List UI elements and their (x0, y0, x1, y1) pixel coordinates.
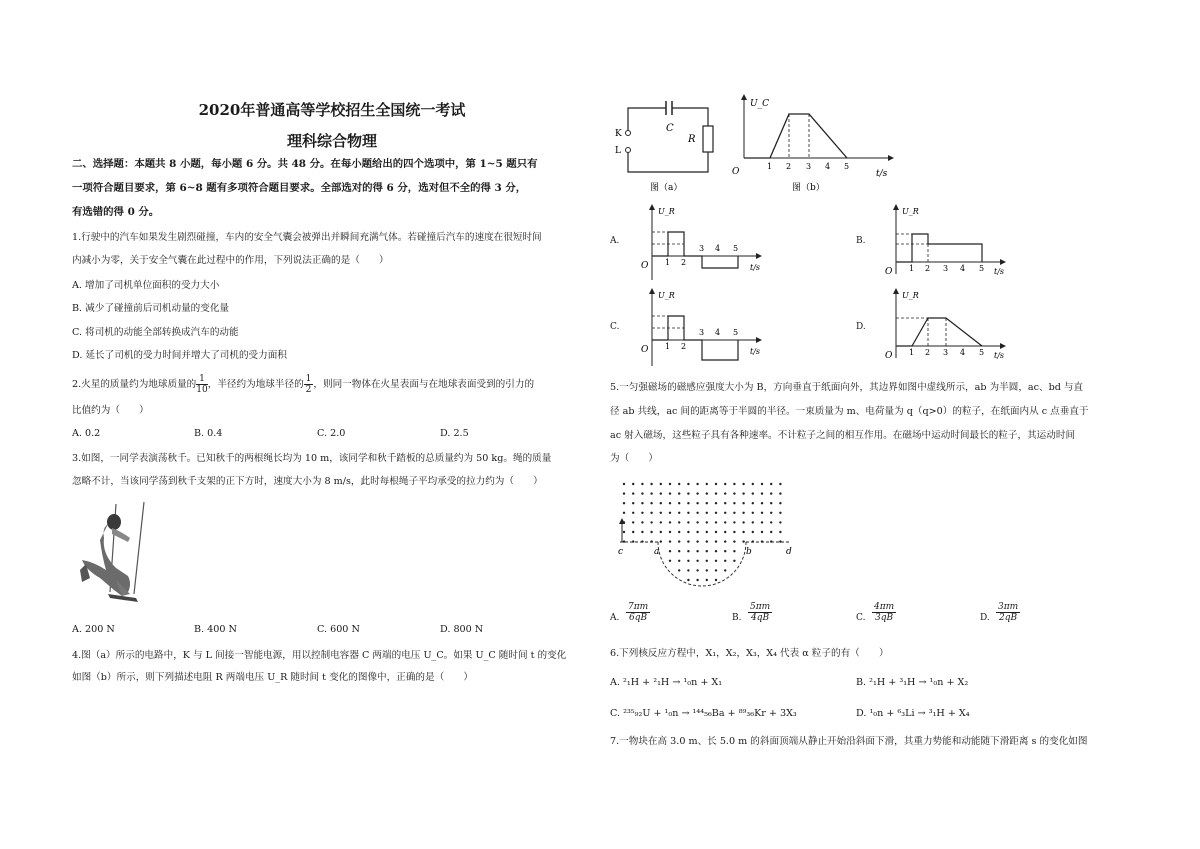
tick-label: 1 (909, 264, 915, 273)
field-dot (724, 540, 726, 542)
q3-option-a: A. 200 N (72, 624, 115, 635)
field-dot (678, 512, 680, 514)
q7-stem-line1: 7.一物块在高 3.0 m、长 5.0 m 的斜面顶端从静止开始沿斜面下滑，其重力势能和动能随下滑距离 s 的变化如图 (610, 736, 1088, 747)
field-dot (715, 512, 717, 514)
field-dot (733, 512, 735, 514)
field-dot (678, 521, 680, 523)
tick-label: 4 (960, 348, 966, 357)
field-dot (687, 502, 689, 504)
field-dot (761, 531, 763, 533)
q6-option-a: A. ²₁H + ²₁H → ¹₀n + X₁ (610, 677, 723, 688)
field-dot (724, 483, 726, 485)
q5-option-b-label: B. (732, 613, 742, 623)
field-dot (724, 550, 726, 552)
field-dot (733, 540, 735, 542)
field-dot (650, 521, 652, 523)
field-dot (650, 512, 652, 514)
figure-b-graph (730, 94, 900, 194)
field-dot (687, 540, 689, 542)
frac-numerator: 1 (196, 374, 207, 385)
field-dot (742, 531, 744, 533)
field-dot (696, 492, 698, 494)
resistor-label: R (688, 134, 696, 145)
q6-option-d: D. ¹₀n + ⁶₃Li → ³₁H + X₄ (856, 708, 970, 719)
field-dot (660, 483, 662, 485)
q2-option-c: C. 2.0 (317, 428, 346, 439)
tick-label: 3 (943, 264, 949, 273)
field-dot (706, 550, 708, 552)
field-dot (715, 521, 717, 523)
axis-t-label: t/s (750, 263, 761, 272)
tick-label: 1 (909, 348, 915, 357)
magnetic-field-figure (610, 476, 810, 588)
field-dot (678, 492, 680, 494)
q4-stem-line2: 如图（b）所示，则下列描述电阻 R 两端电压 U_R 随时间 t 变化的图像中，正确的是（ ） (72, 672, 473, 683)
field-dot (761, 502, 763, 504)
page-subtitle: 理科综合物理 (286, 132, 377, 150)
origin-label: O (732, 167, 740, 177)
field-dot (752, 521, 754, 523)
frac-denominator: 2 (305, 385, 312, 395)
figure-a-caption: 图（a） (650, 183, 683, 193)
field-dot (623, 531, 625, 533)
section-heading-line3: 有选错的得 0 分。 (72, 206, 160, 218)
field-dot (660, 521, 662, 523)
tick-label: 2 (681, 258, 687, 267)
field-dot (715, 531, 717, 533)
field-dot (706, 483, 708, 485)
tick-label: 5 (733, 244, 739, 253)
origin-label: O (641, 345, 649, 355)
field-dot (669, 502, 671, 504)
frac-numerator: 4πm (874, 602, 895, 612)
q5-stem-line3: ac 射入磁场，这些粒子具有各种速率。不计粒子之间的相互作用。在磁场中运动时间最长的粒子，其运动时间 (610, 430, 1076, 441)
q3-stem-line1: 3.如图，一同学表演荡秋千。已知秋千的两根绳长均为 10 m，该同学和秋千踏板的总质量约为 50 kg。绳的质量 (72, 453, 552, 464)
field-dot (696, 483, 698, 485)
field-dot (632, 483, 634, 485)
frac-denominator: 10 (196, 385, 208, 395)
field-dot (761, 483, 763, 485)
field-dot (623, 540, 625, 542)
field-dot (706, 569, 708, 571)
field-dot (641, 492, 643, 494)
capacitor-label: C (666, 123, 674, 134)
terminal-k-label: K (615, 129, 622, 139)
field-dot (752, 483, 754, 485)
q6-option-c: C. ²³⁵₉₂U + ¹₀n → ¹⁴⁴₅₆Ba + ⁸⁹₃₆Kr + 3X₃ (610, 708, 797, 719)
field-dot (733, 531, 735, 533)
section-heading-line1: 二、选择题：本题共 8 小题，每小题 6 分。共 48 分。在每小题给出的四个选项中，第 1~5 题只有 (72, 158, 538, 170)
frac-denominator: 2qB (999, 613, 1018, 623)
field-dot (742, 521, 744, 523)
field-dot (715, 550, 717, 552)
field-dot (706, 512, 708, 514)
field-dot (641, 483, 643, 485)
field-dot (660, 502, 662, 504)
q5-options (610, 602, 1138, 636)
field-dot (706, 502, 708, 504)
origin-label: O (885, 351, 893, 361)
q6-option-b: B. ²₁H + ³₁H → ¹₀n + X₂ (856, 677, 969, 688)
point-c-label: c (618, 547, 624, 557)
field-dot (761, 521, 763, 523)
q4-option-b-graph (882, 204, 1022, 280)
field-dot (706, 531, 708, 533)
tick-label: 1 (767, 162, 773, 171)
field-dot (678, 560, 680, 562)
field-dot (779, 531, 781, 533)
axis-ur-label: U_R (902, 207, 919, 216)
axis-ur-label: U_R (902, 291, 919, 300)
q1-option-a: A. 增加了司机单位面积的受力大小 (72, 280, 220, 291)
field-dot (687, 560, 689, 562)
field-dot (742, 483, 744, 485)
point-d-label: d (786, 547, 792, 557)
field-dot (641, 531, 643, 533)
tick-label: 4 (825, 162, 831, 171)
field-dot (623, 502, 625, 504)
field-dot (724, 521, 726, 523)
field-dot (733, 492, 735, 494)
field-dot (650, 531, 652, 533)
field-dot (742, 512, 744, 514)
tick-label: 3 (806, 162, 812, 171)
frac-denominator: 6qB (629, 613, 648, 623)
field-dot (632, 531, 634, 533)
field-dot (770, 521, 772, 523)
q1-option-c: C. 将司机的动能全部转换成汽车的动能 (72, 327, 239, 338)
q2-stem-line1 (72, 372, 534, 398)
field-dot (742, 540, 744, 542)
q2-stem-line2: 比值约为（ ） (72, 405, 149, 416)
q5-option-c-fraction (872, 602, 896, 623)
field-dot (650, 502, 652, 504)
field-dot (660, 531, 662, 533)
field-dot (660, 512, 662, 514)
q1-option-d: D. 延长了司机的受力时间并增大了司机的受力面积 (72, 350, 287, 361)
field-dot (650, 492, 652, 494)
field-dot (632, 492, 634, 494)
field-dot (733, 550, 735, 552)
q4-option-d-graph (882, 288, 1022, 364)
q3-option-c: C. 600 N (317, 624, 360, 635)
figure-b-caption: 图（b） (792, 183, 825, 193)
frac-numerator: 5πm (750, 602, 771, 612)
field-dot (678, 531, 680, 533)
field-dot (687, 512, 689, 514)
field-dot (641, 502, 643, 504)
field-dot (678, 540, 680, 542)
field-dot (724, 531, 726, 533)
axis-t-label: t/s (994, 351, 1005, 360)
q4-stem-line1: 4.图（a）所示的电路中，K 与 L 间接一智能电源，用以控制电容器 C 两端的电压 U_C。如果 U_C 随时间 t 的变化 (72, 650, 567, 661)
field-dot (632, 502, 634, 504)
field-dot (770, 512, 772, 514)
tick-label: 5 (733, 328, 739, 337)
field-dot (669, 521, 671, 523)
tick-label: 5 (979, 348, 985, 357)
tick-label: 5 (979, 264, 985, 273)
field-dot (623, 492, 625, 494)
field-dot (632, 521, 634, 523)
q1-stem-line2: 内减小为零，关于安全气囊在此过程中的作用，下列说法正确的是（ ） (72, 255, 389, 266)
field-dot (742, 492, 744, 494)
field-dot (706, 521, 708, 523)
field-dot (696, 521, 698, 523)
field-dot (678, 569, 680, 571)
swing-illustration (72, 498, 162, 610)
field-dot (752, 502, 754, 504)
tick-label: 4 (715, 244, 721, 253)
field-dot (779, 492, 781, 494)
q5-stem-line1: 5.一匀强磁场的磁感应强度大小为 B，方向垂直于纸面向外，其边界如图中虚线所示，ab 为半圆，ac、bd 与直 (610, 382, 1084, 393)
field-dot (715, 483, 717, 485)
field-dot (687, 550, 689, 552)
field-dot (687, 521, 689, 523)
field-dot (724, 502, 726, 504)
q5-option-d-fraction (996, 602, 1020, 623)
field-dot (706, 540, 708, 542)
section-heading-line2: 一项符合题目要求，第 6~8 题有多项符合题目要求。全部选对的得 6 分，选对但不全的得 3 分， (72, 182, 527, 194)
field-dot (724, 492, 726, 494)
field-dot (733, 521, 735, 523)
field-dots (623, 483, 782, 581)
figure-a-circuit (610, 98, 720, 194)
q1-stem-line1: 1.行驶中的汽车如果发生剧烈碰撞，车内的安全气囊会被弹出并瞬间充满气体。若碰撞后汽车的速度在很短时间 (72, 232, 542, 243)
field-dot (696, 560, 698, 562)
field-dot (669, 483, 671, 485)
axis-uc-label: U_C (750, 99, 769, 109)
field-dot (669, 540, 671, 542)
field-dot (779, 521, 781, 523)
field-dot (779, 502, 781, 504)
field-dot (678, 550, 680, 552)
field-dot (733, 502, 735, 504)
field-dot (715, 540, 717, 542)
frac-denominator: 4qB (751, 613, 770, 623)
field-dot (724, 560, 726, 562)
frac-denominator: 3qB (875, 613, 894, 623)
field-dot (660, 540, 662, 542)
field-dot (678, 483, 680, 485)
field-dot (779, 512, 781, 514)
q4-option-d-label: D. (856, 322, 866, 332)
q5-stem-line4: 为（ ） (610, 453, 658, 464)
field-dot (696, 531, 698, 533)
field-dot (696, 569, 698, 571)
field-dot (687, 569, 689, 571)
field-dot (724, 512, 726, 514)
field-dot (669, 531, 671, 533)
field-dot (715, 569, 717, 571)
tick-label: 2 (925, 264, 931, 273)
field-dot (770, 502, 772, 504)
q4-option-c-label: C. (610, 322, 620, 332)
tick-label: 5 (844, 162, 850, 171)
field-dot (696, 550, 698, 552)
q5-option-b-fraction (748, 602, 772, 623)
q3-option-d: D. 800 N (440, 624, 484, 635)
q3-stem-line2: 忽略不计，当该同学荡到秋千支架的正下方时，速度大小为 8 m/s，此时每根绳子平均承受的拉力约为（ ） (72, 476, 543, 487)
field-dot (696, 502, 698, 504)
field-dot (687, 531, 689, 533)
field-dot (669, 560, 671, 562)
field-dot (687, 579, 689, 581)
field-dot (715, 560, 717, 562)
field-dot (678, 502, 680, 504)
tick-label: 1 (665, 342, 671, 351)
field-dot (742, 502, 744, 504)
field-dot (650, 483, 652, 485)
q5-option-a-label: A. (610, 613, 620, 623)
axis-t-label: t/s (876, 169, 888, 179)
q5-option-a-fraction (626, 602, 650, 623)
field-dot (660, 492, 662, 494)
field-dot (724, 569, 726, 571)
field-dot (715, 492, 717, 494)
terminal-l-label: L (615, 146, 621, 156)
q4-option-a-graph (638, 204, 778, 284)
point-b-label: b (746, 547, 752, 557)
q2-fraction-one-tenth (196, 374, 207, 395)
field-dot (770, 531, 772, 533)
tick-label: 3 (943, 348, 949, 357)
tick-label: 2 (681, 342, 687, 351)
field-dot (770, 492, 772, 494)
q5-stem-line2: 径 ab 共线，ac 间的距离等于半圆的半径。一束质量为 m、电荷量为 q（q>0）的粒子，在纸面内从 c 点垂直于 (610, 406, 1089, 417)
axis-ur-label: U_R (658, 207, 675, 216)
field-dot (752, 492, 754, 494)
tick-label: 3 (699, 328, 705, 337)
origin-label: O (885, 267, 893, 277)
q2-stem-part-b: ，半径约为地球半径的 (207, 379, 304, 390)
axis-ur-label: U_R (658, 291, 675, 300)
field-dot (669, 512, 671, 514)
axis-t-label: t/s (994, 267, 1005, 276)
point-a-label: a (654, 547, 660, 557)
field-dot (641, 512, 643, 514)
q2-stem-part-c: ，则同一物体在火星表面与在地球表面受到的引力的 (313, 379, 535, 390)
tick-label: 2 (925, 348, 931, 357)
field-dot (733, 560, 735, 562)
frac-numerator: 3πm (998, 602, 1019, 612)
q2-option-a: A. 0.2 (72, 428, 101, 439)
q5-option-c-label: C. (856, 613, 866, 623)
page-title: 2020年普通高等学校招生全国统一考试 (198, 101, 466, 119)
field-dot (696, 579, 698, 581)
field-dot (623, 483, 625, 485)
q4-option-b-label: B. (856, 236, 866, 246)
field-dot (706, 492, 708, 494)
q5-option-d-label: D. (980, 613, 990, 623)
q1-option-b: B. 减少了碰撞前后司机动量的变化量 (72, 303, 230, 314)
field-dot (696, 512, 698, 514)
field-dot (687, 483, 689, 485)
field-dot (779, 483, 781, 485)
field-dot (706, 579, 708, 581)
frac-numerator: 1 (305, 374, 312, 384)
tick-label: 4 (715, 328, 721, 337)
axis-t-label: t/s (750, 347, 761, 356)
tick-label: 4 (960, 264, 966, 273)
tick-label: 2 (786, 162, 792, 171)
q2-option-b: B. 0.4 (194, 428, 223, 439)
field-dot (632, 512, 634, 514)
field-dot (669, 550, 671, 552)
field-dot (641, 521, 643, 523)
q4-option-c-graph (638, 288, 778, 368)
field-dot (761, 512, 763, 514)
field-dot (687, 492, 689, 494)
tick-label: 1 (665, 258, 671, 267)
tick-label: 3 (699, 244, 705, 253)
q6-stem: 6.下列核反应方程中，X₁，X₂，X₃，X₄ 代表 α 粒子的有（ ） (610, 648, 889, 659)
q3-option-b: B. 400 N (194, 624, 237, 635)
field-dot (752, 531, 754, 533)
origin-label: O (641, 261, 649, 271)
field-dot (752, 512, 754, 514)
field-dot (669, 492, 671, 494)
field-dot (761, 492, 763, 494)
field-dot (715, 579, 717, 581)
field-dot (733, 483, 735, 485)
field-dot (770, 483, 772, 485)
q2-stem-part-a: 2.火星的质量约为地球质量的 (72, 379, 197, 390)
q2-fraction-one-half (304, 374, 314, 395)
field-dot (706, 560, 708, 562)
q4-option-a-label: A. (610, 236, 620, 246)
field-dot (696, 540, 698, 542)
frac-numerator: 7πm (628, 602, 649, 612)
field-dot (715, 502, 717, 504)
field-dot (623, 512, 625, 514)
q2-option-d: D. 2.5 (440, 428, 469, 439)
